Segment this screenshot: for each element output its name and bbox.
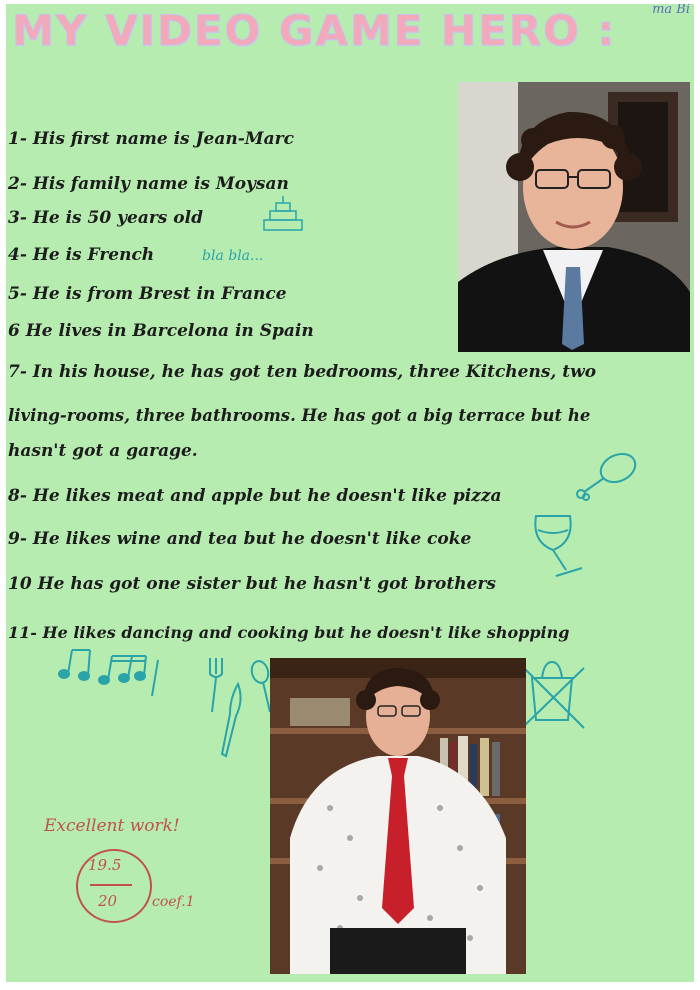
fact-line-6: 6 He lives in Barcelona in Spain (8, 321, 314, 341)
fact-line-7b: living-rooms, three bathrooms. He has got a big terrace but he (8, 406, 591, 425)
score-top: 19.5 (88, 856, 122, 874)
fact-line-5: 5- He is from Brest in France (8, 284, 287, 304)
poster-sheet (6, 4, 694, 982)
fact-line-9: 9- He likes wine and tea but he doesn't like coke (8, 529, 472, 549)
portrait-photo-bottom (270, 658, 526, 974)
teacher-comment: Excellent work! (44, 816, 180, 836)
wine-glass-icon (526, 510, 598, 584)
birthday-cake-icon (258, 194, 308, 234)
student-signature: ma Bi (652, 4, 690, 17)
fact-line-10: 10 He has got one sister but he hasn't got brothers (8, 574, 496, 594)
score-bottom: 20 (98, 892, 118, 910)
fact-line-7a: 7- In his house, he has got ten bedrooms, three Kitchens, two (8, 362, 597, 382)
music-notes-icon (54, 644, 164, 704)
coef-label: coef.1 (152, 894, 195, 910)
fact-line-1: 1- His first name is Jean-Marc (8, 129, 294, 149)
blabla-note: bla bla... (202, 248, 264, 264)
score-fraction-bar (90, 884, 132, 886)
fact-line-11: 11- He likes dancing and cooking but he doesn't like shopping (8, 623, 570, 642)
fact-line-8: 8- He likes meat and apple but he doesn't like pizza (8, 486, 502, 506)
fact-line-4: 4- He is French (8, 245, 155, 265)
drumstick-icon (572, 446, 642, 506)
fact-line-3: 3- He is 50 years old (8, 208, 203, 228)
portrait-photo-top (458, 82, 690, 352)
knife-icon (218, 680, 246, 760)
fact-line-7c: hasn't got a garage. (8, 441, 198, 461)
fact-line-2: 2- His family name is Moysan (8, 174, 289, 194)
poster-title: MY VIDEO GAME HERO : (12, 6, 617, 55)
